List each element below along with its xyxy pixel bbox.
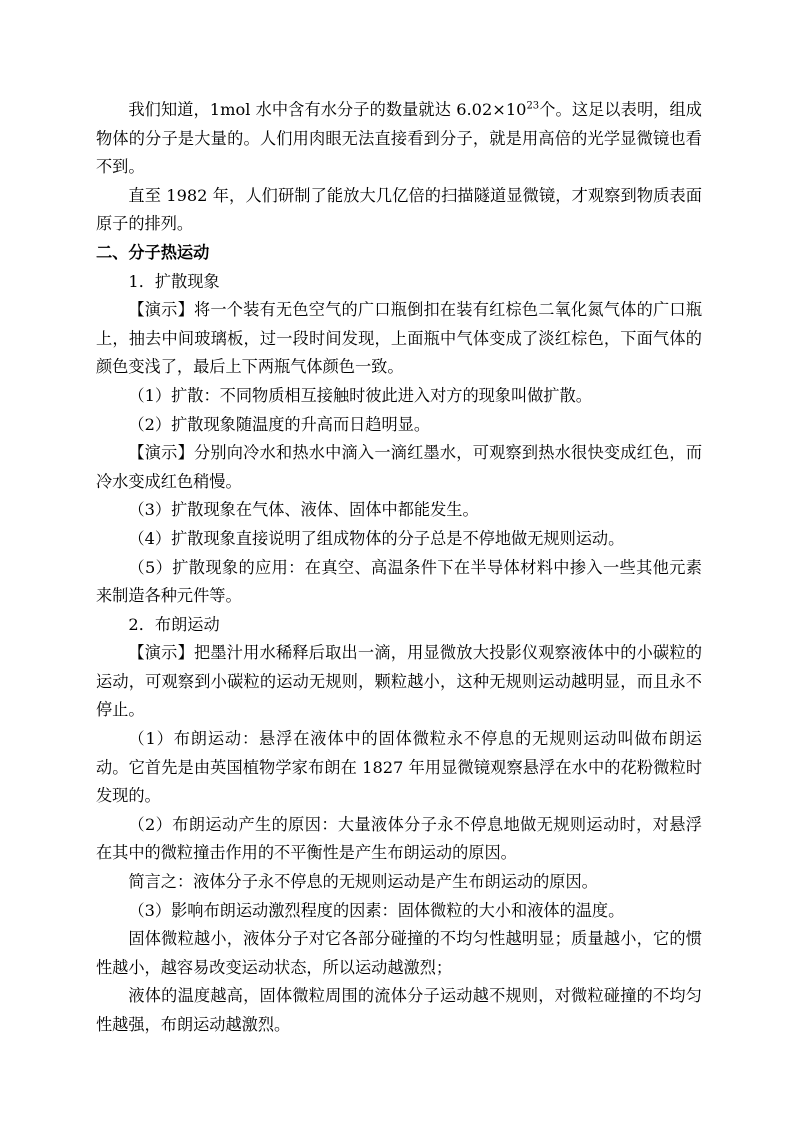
demo-tag: 【演示】 — [128, 443, 194, 463]
subsection-title-brownian: 2．布朗运动 — [128, 614, 220, 634]
demo-text: 分别向冷水和热水中滴入一滴红墨水，可观察到热水很快变成红色，而冷水变成红色稍慢。 — [96, 443, 703, 491]
demo-text: 把墨汁用水稀释后取出一滴，用显微放大投影仪观察液体中的小碳粒的运动，可观察到小碳粒的运动无规则，颗粒越小，这种无规则运动越明显，而且永不停止。 — [96, 643, 703, 720]
list-item: （4）扩散现象直接说明了组成物体的分子总是不停地做无规则运动。 — [128, 528, 625, 548]
demo-tag: 【演示】 — [128, 300, 194, 320]
explanation-paragraph: 液体的温度越高，固体微粒周围的流体分子运动越不规则，对微粒碰撞的不均匀性越强，布朗运动越激烈。 — [96, 986, 702, 1034]
list-item: （1）扩散：不同物质相互接触时彼此进入对方的现象叫做扩散。 — [128, 385, 592, 405]
explanation-paragraph: 固体微粒越小，液体分子对它各部分碰撞的不均匀性越明显；质量越小，它的惯性越小，越容易改变运动状态，所以运动越激烈； — [96, 929, 702, 977]
demo-paragraph — [96, 639, 702, 725]
paragraph-text: 个。这足以表明，组成物体的分子是大量的。人们用肉眼无法直接看到分子，就是用高倍的光学显微镜也看不到。 — [96, 100, 702, 177]
paragraph-molecule-count — [96, 96, 702, 182]
demo-tag: 【演示】 — [128, 643, 194, 663]
list-item: （3）扩散现象在气体、液体、固体中都能发生。 — [128, 500, 479, 520]
summary-paragraph: 简言之：液体分子永不停息的无规则运动是产生布朗运动的原因。 — [128, 872, 598, 892]
exponent: 23 — [526, 100, 540, 112]
demo-text: 将一个装有无色空气的广口瓶倒扣在装有红棕色二氧化氮气体的广口瓶上，抽去中间玻璃板，过一段时间发现，上面瓶中气体变成了淡红棕色，下面气体的颜色变浅了，最后上下两瓶气体颜色一致。 — [96, 300, 703, 377]
list-item: （5）扩散现象的应用：在真空、高温条件下在半导体材料中掺入一些其他元素来制造各种元件等。 — [96, 557, 702, 606]
subsection-title-diffusion: 1．扩散现象 — [128, 271, 220, 291]
list-item: （3）影响布朗运动激烈程度的因素：固体微粒的大小和液体的温度。 — [128, 900, 625, 920]
demo-paragraph — [96, 296, 702, 382]
paragraph-stm: 直至 1982 年，人们研制了能放大几亿倍的扫描隧道显微镜，才观察到物质表面原子的排列。 — [96, 185, 702, 234]
paragraph-text: 我们知道，1mol 水中含有水分子的数量就达 6.02×10 — [128, 100, 527, 119]
demo-paragraph — [96, 439, 702, 496]
list-item: （1）布朗运动：悬浮在液体中的固体微粒永不停息的无规则运动叫做布朗运动。它首先是由英国植物学家布朗在 1827 年用显微镜观察悬浮在水中的花粉微粒时发现的。 — [96, 729, 702, 806]
list-item: （2）布朗运动产生的原因：大量液体分子永不停息地做无规则运动时，对悬浮在其中的微粒撞击作用的不平衡性是产生布朗运动的原因。 — [96, 814, 702, 863]
section-heading: 二、分子热运动 — [96, 242, 210, 262]
list-item: （2）扩散现象随温度的升高而日趋明显。 — [128, 414, 431, 434]
document-body — [96, 96, 702, 1040]
